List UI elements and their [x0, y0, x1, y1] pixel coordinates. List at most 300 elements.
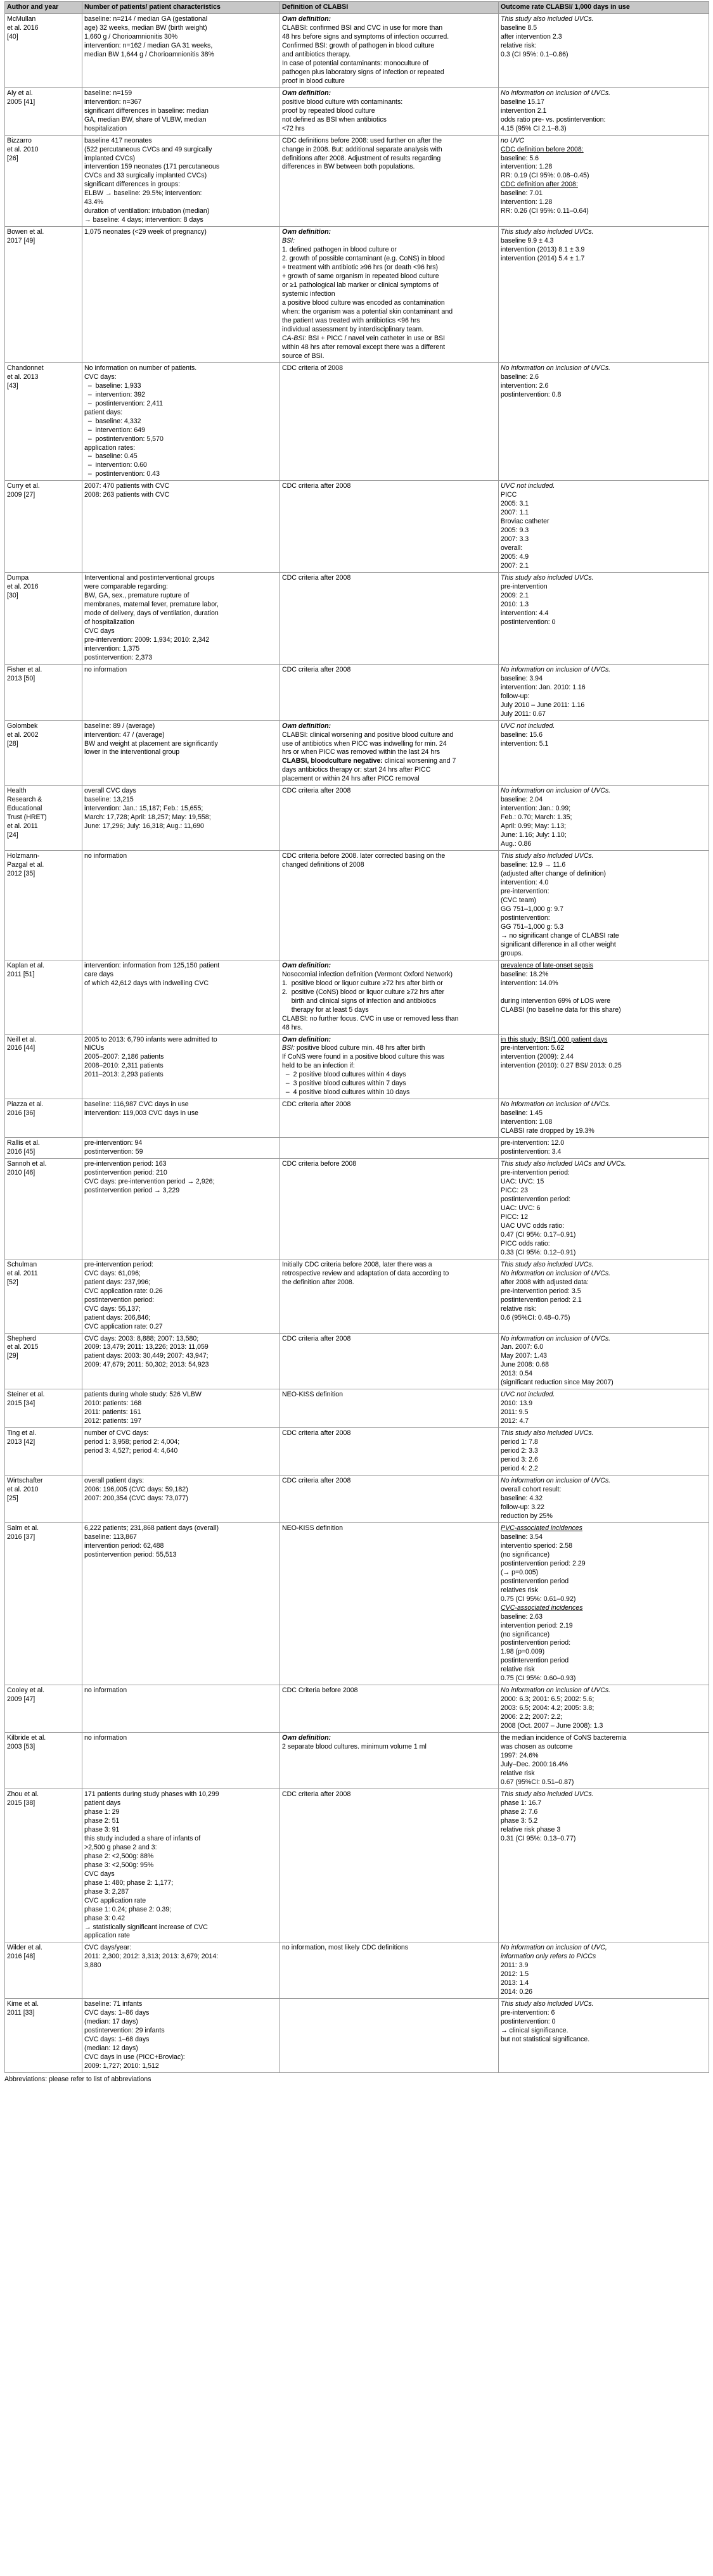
- cell-line: overall CVC days: [84, 787, 136, 795]
- cell-line: pre-intervention period:: [84, 1260, 153, 1268]
- cell-patients: [82, 664, 280, 720]
- cell-line: UVC not included.: [501, 1391, 555, 1399]
- cell-line: – 2 positive blood cultures within 4 days: [282, 1071, 406, 1079]
- cell-line: 2007: 200,354 (CVC days: 73,077): [84, 1494, 188, 1502]
- cell-line: [40]: [7, 32, 18, 41]
- cell-line: CDC definition after 2008:: [501, 181, 578, 189]
- cell-outcome: [499, 1476, 709, 1523]
- cell-line: and antibiotics therapy.: [282, 50, 351, 58]
- cell-line: May 2007: 1.43: [501, 1352, 548, 1360]
- cell-line: intervention: 1,375: [84, 644, 140, 653]
- cell-definition: [280, 1034, 499, 1099]
- cell-line: baseline 15.17: [501, 98, 544, 106]
- cell-line: Rallis et al.: [7, 1139, 40, 1147]
- cell-author: [5, 87, 82, 135]
- cell-line: 2009 [47]: [7, 1695, 35, 1704]
- cell-line: Own definition:: [282, 961, 331, 969]
- cell-line: BW and weight at placement are significantly: [84, 739, 218, 748]
- cell-line: 0.47 (CI 95%: 0.17–0.91): [501, 1230, 576, 1239]
- cell-line: – baseline: 0.45: [84, 452, 138, 461]
- cell-line: patient days: 2003: 30,449; 2007: 43,947;: [84, 1352, 209, 1360]
- cell-line: This study also included UVCs.: [501, 1790, 594, 1798]
- cell-definition: [280, 786, 499, 851]
- cell-line: baseline: 116,987 CVC days in use: [84, 1100, 189, 1109]
- cell-line: Own definition:: [282, 1035, 331, 1043]
- cell-line: 2. positive (CoNS) blood or liquor culture ≥72 hrs after: [282, 988, 445, 996]
- table-row: [5, 720, 709, 786]
- cell-line: patients during whole study: 526 VLBW: [84, 1391, 202, 1399]
- header-definition: Definition of CLABSI: [280, 2, 499, 14]
- cell-line: phase 1: 0.24; phase 2: 0.39;: [84, 1905, 172, 1913]
- cell-definition: [280, 362, 499, 481]
- cell-line: intervention: 1.28: [501, 198, 553, 207]
- cell-line: intervention: 1.28: [501, 163, 553, 171]
- cell-line: intervention: 14.0%: [501, 979, 558, 987]
- cell-line: >2,500 g phase 2 and 3:: [84, 1843, 157, 1851]
- cell-line: – postintervention: 0.43: [84, 470, 160, 478]
- cell-line: 2011: 3.9: [501, 1961, 529, 1970]
- cell-line: Wirtschafter: [7, 1477, 43, 1485]
- cell-outcome: [499, 1389, 709, 1428]
- cell-definition: [280, 1942, 499, 1999]
- cell-line: CDC definitions before 2008: used further on after the: [282, 136, 442, 144]
- cell-line: CVCs and 33 surgically implanted CVCs): [84, 172, 207, 180]
- cell-line: Aug.: 0.86: [501, 840, 532, 848]
- cell-line: 2005: 9.3: [501, 526, 529, 535]
- cell-definition: [280, 1789, 499, 1942]
- cell-line: July–Dec. 2000:16.4%: [501, 1761, 568, 1769]
- cell-line: overall cohort result:: [501, 1486, 562, 1493]
- cell-line: [52]: [7, 1278, 18, 1286]
- cell-line: CVC days: 2003: 8,888; 2007: 13,580;: [84, 1334, 199, 1342]
- cell-line: 1.98 (p=0.009): [501, 1648, 545, 1656]
- cell-line: CVC application rate: 0.26: [84, 1287, 163, 1295]
- cell-definition: [280, 1138, 499, 1159]
- cell-line: [30]: [7, 592, 18, 599]
- cell-patients: [82, 786, 280, 851]
- cell-line: 2005–2007: 2,186 patients: [84, 1053, 164, 1061]
- cell-line: et al. 2011: [7, 1269, 38, 1277]
- cell-outcome: [499, 1789, 709, 1942]
- cell-line: Salm et al.: [7, 1524, 39, 1532]
- cell-line: change in 2008. But: additional separate analysis with: [282, 145, 442, 153]
- cell-line: intervention: Jan. 2010: 1.16: [501, 683, 586, 691]
- cell-outcome: [499, 1034, 709, 1099]
- cell-line: 0.33 (CI 95%: 0.12–0.91): [501, 1248, 576, 1256]
- cell-line: this study included a share of infants of: [84, 1834, 201, 1842]
- cell-line: 2011–2013: 2,293 patients: [84, 1071, 164, 1079]
- cell-line: CDC criteria of 2008: [282, 364, 343, 372]
- cell-patients: [82, 1099, 280, 1138]
- cell-line: NEO-KISS definition: [282, 1524, 343, 1532]
- cell-line: baseline: 89 / (average): [84, 722, 155, 730]
- cell-line: no information: [84, 1687, 127, 1695]
- cell-line: CLABSI: no further focus. CVC in use or removed less than: [282, 1014, 459, 1023]
- cell-author: [5, 1685, 82, 1733]
- cell-definition: [280, 720, 499, 786]
- cell-outcome: [499, 1522, 709, 1685]
- cell-line: duration of ventilation: intubation (median): [84, 207, 210, 215]
- cell-line: CDC criteria after 2008: [282, 1100, 351, 1109]
- cell-line: 2011: 2,300; 2012: 3,313; 2013: 3,679; 2014:: [84, 1953, 219, 1961]
- cell-line: CDC criteria after 2008: [282, 1790, 351, 1798]
- cell-line: postintervention: 0: [501, 2018, 556, 2026]
- cell-line: 2010 [46]: [7, 1169, 35, 1177]
- cell-line: phase 3: 2,287: [84, 1887, 129, 1896]
- cell-line: changed definitions of 2008: [282, 861, 364, 869]
- cell-line: 2008–2010: 2,311 patients: [84, 1062, 164, 1070]
- cell-patients: [82, 135, 280, 227]
- cell-line: period 1: 3,958; period 2: 4,004;: [84, 1438, 180, 1446]
- cell-line: 1,660 g / Chorioamnionitis 30%: [84, 32, 178, 41]
- cell-line: during intervention 69% of LOS were: [501, 997, 611, 1005]
- cell-definition: [280, 1428, 499, 1476]
- cell-line: Chandonnet: [7, 364, 44, 372]
- cell-line: – baseline: 1,933: [84, 381, 141, 390]
- cell-line: This study also included UVCs.: [501, 574, 594, 582]
- cell-line: 2010: patients: 168: [84, 1400, 142, 1408]
- cell-line: intervention (2013) 8.1 ± 3.9: [501, 246, 585, 254]
- cell-line: intervention: information from 125,150 patient: [84, 961, 220, 969]
- cell-line: baseline: 18.2%: [501, 970, 549, 978]
- cell-line: phase 2: 7.6: [501, 1808, 538, 1816]
- cell-patients: [82, 227, 280, 363]
- cell-author: [5, 1942, 82, 1999]
- cell-author: [5, 13, 82, 87]
- cell-definition: [280, 851, 499, 960]
- cell-line: CLABSI (no baseline data for this share): [501, 1005, 621, 1014]
- cell-line: follow-up: 3.22: [501, 1503, 544, 1511]
- cell-line: postintervention period:: [501, 1639, 571, 1647]
- cell-line: baseline: n=214 / median GA (gestational: [84, 15, 208, 23]
- cell-line: CDC criteria after 2008: [282, 482, 351, 490]
- cell-line: et al. 2016: [7, 23, 39, 32]
- cell-definition: [280, 1733, 499, 1789]
- cell-line: postintervention: 59: [84, 1148, 143, 1156]
- cell-line: baseline 9.9 ± 4.3: [501, 237, 554, 245]
- table-row: [5, 851, 709, 960]
- cell-line: 2009: 2.1: [501, 592, 529, 599]
- cell-line: <72 hrs: [282, 124, 305, 132]
- cell-line: baseline 8.5: [501, 23, 537, 32]
- cell-patients: [82, 1685, 280, 1733]
- cell-line: patient days:: [84, 408, 123, 416]
- cell-line: CLABSI: confirmed BSI and CVC in use for more than: [282, 23, 443, 32]
- cell-line: relative risk phase 3: [501, 1825, 561, 1833]
- cell-outcome: [499, 1333, 709, 1389]
- cell-line: 2005: 3.1: [501, 500, 529, 508]
- cell-line: Wilder et al.: [7, 1944, 42, 1952]
- cell-line: postintervention:: [501, 914, 550, 922]
- cell-author: [5, 1389, 82, 1428]
- cell-author: [5, 664, 82, 720]
- cell-line: baseline: 4.32: [501, 1494, 543, 1502]
- cell-line: CLABSI: clinical worsening and positive blood culture and: [282, 730, 454, 739]
- cell-line: PICC odds ratio:: [501, 1239, 550, 1247]
- table-row: [5, 1522, 709, 1685]
- cell-patients: [82, 1999, 280, 2073]
- cell-patients: [82, 1733, 280, 1789]
- cell-line: period 2: 3.3: [501, 1447, 538, 1455]
- cell-line: relative risk: [501, 1769, 535, 1778]
- cell-author: [5, 1138, 82, 1159]
- cell-patients: [82, 1476, 280, 1523]
- cell-line: baseline: 13,215: [84, 796, 134, 804]
- cell-line: UAC UVC odds ratio:: [501, 1221, 565, 1230]
- cell-line: (no significance): [501, 1630, 550, 1638]
- cell-line: This study also included UVCs.: [501, 1429, 594, 1438]
- table-row: [5, 1685, 709, 1733]
- cell-line: 1,075 neonates (<29 week of pregnancy): [84, 228, 207, 236]
- cell-line: [26]: [7, 154, 18, 162]
- cell-outcome: [499, 720, 709, 786]
- cell-line: This study also included UVCs.: [501, 228, 594, 236]
- cell-line: CDC criteria after 2008: [282, 574, 351, 582]
- cell-line: → baseline: 4 days; intervention: 8 days: [84, 216, 203, 224]
- cell-line: application rate: [84, 1932, 130, 1940]
- cell-line: Holzmann-: [7, 852, 40, 860]
- cell-author: [5, 227, 82, 363]
- cell-line: Educational: [7, 805, 42, 813]
- cell-line: Dumpa: [7, 574, 29, 582]
- cell-line: intervention: n=367: [84, 98, 142, 106]
- cell-line: intervention (2014) 5.4 ± 1.7: [501, 255, 585, 263]
- cell-line: hospitalization: [84, 124, 127, 132]
- cell-line: 2013: 0.54: [501, 1370, 533, 1378]
- cell-outcome: [499, 1099, 709, 1138]
- cell-line: → clinical significance.: [501, 2027, 568, 2035]
- cell-line: significant differences in groups:: [84, 181, 181, 189]
- cell-line: 2000: 6.3; 2001: 6.5; 2002: 5.6;: [501, 1695, 594, 1704]
- cell-author: [5, 1259, 82, 1333]
- cell-line: source of BSI.: [282, 352, 324, 360]
- cell-definition: [280, 481, 499, 573]
- cell-patients: [82, 1522, 280, 1685]
- cell-line: GG 751–1,000 g: 9.7: [501, 905, 563, 913]
- cell-line: [29]: [7, 1352, 18, 1360]
- table-row: [5, 1733, 709, 1789]
- cell-line: the definition after 2008.: [282, 1278, 354, 1286]
- table-row: [5, 1428, 709, 1476]
- cell-line: intervention (2010): 0.27 BSI/ 2013: 0.25: [501, 1062, 622, 1070]
- cell-patients: [82, 1138, 280, 1159]
- cell-line: UVC not included.: [501, 722, 555, 730]
- cell-line: baseline: 7.01: [501, 189, 543, 198]
- cell-line: (significant reduction since May 2007): [501, 1379, 613, 1387]
- cell-line: baseline: 113,867: [84, 1533, 137, 1541]
- cell-author: [5, 1999, 82, 2073]
- cell-line: pre-intervention period: 163: [84, 1160, 167, 1168]
- cell-line: 2009: 13,479; 2011: 13,226; 2013: 11,059: [84, 1343, 209, 1351]
- cell-line: Sannoh et al.: [7, 1160, 47, 1168]
- cell-line: intervention: n=162 / median GA 31 weeks,: [84, 41, 213, 49]
- cell-line: If CoNS were found in a positive blood culture this was: [282, 1053, 445, 1061]
- cell-line: of hospitalization: [84, 618, 134, 626]
- cell-outcome: [499, 960, 709, 1034]
- cell-line: 2015 [38]: [7, 1799, 35, 1807]
- table-row: [5, 13, 709, 87]
- cell-line: application rates:: [84, 443, 136, 452]
- cell-line: Trust (HRET): [7, 813, 47, 822]
- cell-patients: [82, 1159, 280, 1259]
- cell-line: postintervention: 0.8: [501, 390, 562, 399]
- table-body: [5, 13, 709, 2072]
- cell-line: proof by repeated blood culture: [282, 106, 375, 115]
- cell-line: number of CVC days:: [84, 1429, 149, 1438]
- cell-line: No information on number of patients.: [84, 364, 197, 372]
- cell-line: Zhou et al.: [7, 1790, 39, 1798]
- cell-author: [5, 960, 82, 1034]
- cell-line: 2003 [53]: [7, 1743, 35, 1751]
- cell-line: GG 751–1,000 g: 5.3: [501, 922, 563, 931]
- cell-outcome: [499, 362, 709, 481]
- cell-line: PICC: 23: [501, 1187, 528, 1194]
- cell-line: baseline: 2.04: [501, 796, 543, 804]
- table-row: [5, 1034, 709, 1099]
- cell-line: et al. 2002: [7, 730, 39, 739]
- table-row: [5, 1942, 709, 1999]
- footnote: Abbreviations: please refer to list of abbreviations: [4, 2075, 151, 2083]
- cell-line: period 4: 2.2: [501, 1465, 538, 1473]
- cell-line: → no significant change of CLABSI rate: [501, 931, 619, 940]
- cell-line: CVC days: [84, 1870, 115, 1878]
- cell-line: 2013: 1.4: [501, 1979, 529, 1987]
- cell-line: phase 2: <2,500g: 88%: [84, 1852, 154, 1860]
- cell-line: 2009: 47,679; 2011: 50,302; 2013: 54,923: [84, 1361, 209, 1369]
- cell-line: baseline: 3.54: [501, 1533, 543, 1541]
- cell-line: mode of delivery, days of ventilation, duration: [84, 609, 219, 617]
- table-row: [5, 786, 709, 851]
- cell-outcome: [499, 1428, 709, 1476]
- cell-line: 2016 [48]: [7, 1953, 35, 1961]
- cell-line: [28]: [7, 739, 18, 748]
- cell-line: pathogen plus laboratory signs of infection or repeated: [282, 68, 444, 76]
- cell-line: Bowen et al.: [7, 228, 44, 236]
- cell-line: Pazgal et al.: [7, 861, 44, 869]
- cell-line: proof in blood culture: [282, 77, 345, 85]
- cell-outcome: [499, 13, 709, 87]
- cell-patients: [82, 1034, 280, 1099]
- table-row: [5, 481, 709, 573]
- cell-line: 2015 [34]: [7, 1400, 35, 1408]
- cell-patients: [82, 573, 280, 665]
- cell-line: were comparable regarding:: [84, 583, 168, 591]
- cell-line: 0.3 (CI 95%: 0.1–0.86): [501, 50, 568, 58]
- cell-line: et al. 2015: [7, 1343, 39, 1351]
- cell-line: period 1: 7.8: [501, 1438, 538, 1446]
- cell-line: pre-intervention period:: [501, 1169, 570, 1177]
- cell-line: intervention 159 neonates (171 percutaneous: [84, 163, 220, 171]
- cell-line: phase 2: 51: [84, 1816, 120, 1825]
- cell-line: placement or within 24 hrs after PICC removal: [282, 775, 420, 783]
- cell-line: ELBW → baseline: 29.5%; intervention:: [84, 189, 202, 198]
- cell-line: No information on inclusion of UVCs.: [501, 1687, 611, 1695]
- table-row: [5, 227, 709, 363]
- cell-line: no UVC: [501, 136, 525, 144]
- cell-line: baseline: 71 infants: [84, 2000, 143, 2008]
- cell-author: [5, 1476, 82, 1523]
- cell-line: therapy for at least 5 days: [282, 1005, 369, 1014]
- cell-line: CDC definition before 2008:: [501, 145, 584, 153]
- cell-line: CLABSI, bloodculture negative: clinical worsening and 7: [282, 757, 456, 765]
- cell-patients: [82, 1333, 280, 1389]
- cell-line: when: the organism was a potential skin contaminant and: [282, 307, 453, 316]
- cell-line: 4.15 (95% CI 2.1–8.3): [501, 124, 567, 132]
- cell-line: PICC: 12: [501, 1213, 528, 1221]
- cell-line: no information: [84, 1734, 127, 1742]
- cell-outcome: [499, 1999, 709, 2073]
- cell-definition: [280, 1685, 499, 1733]
- cell-line: 2016 [37]: [7, 1533, 35, 1541]
- cell-definition: [280, 227, 499, 363]
- cell-line: intervention: 119,003 CVC days in use: [84, 1109, 199, 1118]
- cell-line: phase 1: 29: [84, 1808, 120, 1816]
- cell-line: CA-BSI: BSI + PICC / navel vein catheter in use or BSI: [282, 334, 446, 342]
- cell-line: after intervention 2.3: [501, 32, 562, 41]
- cell-line: CVC days: 1–68 days: [84, 2036, 150, 2044]
- cell-line: Schulman: [7, 1260, 37, 1268]
- cell-line: – 4 positive blood cultures within 10 days: [282, 1088, 410, 1097]
- cell-line: 2005 [41]: [7, 98, 35, 106]
- cell-line: 2012: patients: 197: [84, 1417, 142, 1425]
- cell-line: No information on inclusion of UVCs.: [501, 1269, 611, 1277]
- cell-line: UAC: UVC: 6: [501, 1204, 541, 1212]
- cell-line: 2011 [33]: [7, 2009, 35, 2017]
- cell-line: (adjusted after change of definition): [501, 870, 607, 878]
- cell-line: the median incidence of CoNS bacteremia: [501, 1734, 627, 1742]
- cell-line: This study also included UVCs.: [501, 852, 594, 860]
- cell-line: odds ratio pre- vs. postintervention:: [501, 115, 606, 124]
- cell-definition: [280, 664, 499, 720]
- cell-line: 2003: 6.5; 2004: 4.2; 2005: 3.8;: [501, 1704, 594, 1712]
- cell-line: 2006: 196,005 (CVC days: 59,182): [84, 1486, 188, 1493]
- cell-line: postintervention period → 3,229: [84, 1187, 180, 1194]
- cell-outcome: [499, 1685, 709, 1733]
- cell-outcome: [499, 1138, 709, 1159]
- cell-line: no information: [84, 852, 127, 860]
- cell-line: in this study: BSI/1,000 patient days: [501, 1035, 608, 1043]
- cell-line: RR: 0.26 (CI 95%: 0.11–0.64): [501, 207, 589, 215]
- cell-line: CVC days: [84, 627, 115, 635]
- table-row: [5, 1159, 709, 1259]
- cell-line: period 3: 2.6: [501, 1456, 538, 1464]
- cell-author: [5, 720, 82, 786]
- cell-line: Kaplan et al.: [7, 961, 44, 969]
- cell-line: Own definition:: [282, 228, 331, 236]
- cell-line: No information on inclusion of UVCs.: [501, 89, 611, 97]
- cell-outcome: [499, 1733, 709, 1789]
- cell-line: baseline 417 neonates: [84, 136, 152, 144]
- cell-line: Own definition:: [282, 15, 331, 23]
- cell-line: 2011: 9.5: [501, 1408, 529, 1417]
- cell-line: membranes, maternal fever, premature labor,: [84, 600, 219, 608]
- cell-line: baseline: 2.63: [501, 1612, 543, 1621]
- cell-line: et al. 2013: [7, 373, 39, 381]
- cell-author: [5, 851, 82, 960]
- cell-line: NICUs: [84, 1044, 105, 1052]
- cell-line: pre-intervention: 2009: 1,934; 2010: 2,342: [84, 635, 210, 644]
- cell-line: PICC: [501, 491, 517, 499]
- cell-line: NEO-KISS definition: [282, 1391, 343, 1399]
- cell-line: No information on inclusion of UVCs.: [501, 364, 611, 372]
- cell-line: CVC days: 55,137;: [84, 1304, 141, 1313]
- cell-definition: [280, 1259, 499, 1333]
- cell-line: intervention 2.1: [501, 106, 547, 115]
- cell-line: postintervention period: 55,513: [84, 1550, 177, 1559]
- cell-line: 2005 to 2013: 6,790 infants were admitted to: [84, 1035, 217, 1043]
- cell-line: postintervention period: [501, 1657, 569, 1665]
- cell-line: No information on inclusion of UVCs.: [501, 1477, 611, 1485]
